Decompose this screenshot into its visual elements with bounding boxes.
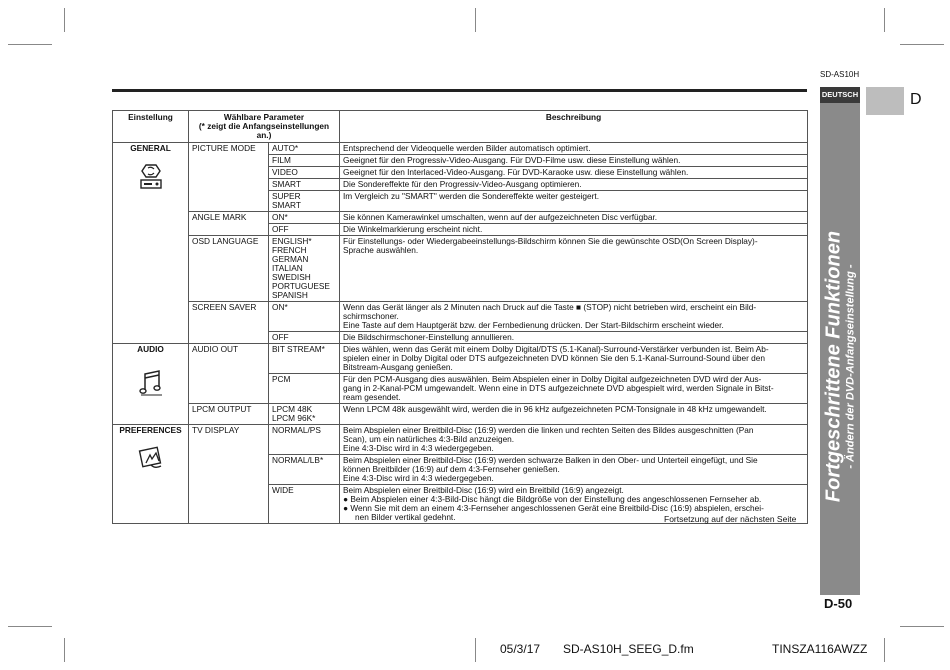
footer-date: 05/3/17	[500, 642, 541, 656]
param-line: LPCM 48K	[272, 404, 313, 414]
category-general	[113, 143, 189, 344]
param-film: FILM	[269, 155, 340, 167]
table-row	[113, 404, 808, 425]
param-osd-languages	[269, 236, 340, 302]
desc-line: schirmschoner.	[343, 311, 399, 321]
param-auto: AUTO*	[269, 143, 340, 155]
category-label: GENERAL	[130, 143, 171, 153]
page-number: D-50	[824, 596, 853, 611]
crop-mark	[884, 638, 885, 662]
sidebar-title-main: Fortgeschrittene Funktionen	[822, 230, 845, 503]
bullet-line: nen Bilder vertikal gedehnt.	[355, 512, 456, 522]
param-line: LPCM 96K*	[272, 413, 316, 423]
desc-line: Eine Taste auf dem Hauptgerät bzw. der Fernbedienung drücken. Der Start-Bildschirm erscheint wieder.	[343, 320, 724, 330]
item-screen-saver: SCREEN SAVER	[189, 302, 269, 344]
model-label: SD-AS10H	[820, 70, 860, 79]
table-row	[113, 425, 808, 455]
item-osd-language: OSD LANGUAGE	[189, 236, 269, 302]
desc-angle-on: Sie können Kamerawinkel umschalten, wenn auf der aufgezeichneten Disc verfügbar.	[340, 212, 808, 224]
section-sidebar	[820, 87, 860, 595]
desc-film: Geeignet für den Progressiv-Video-Ausgang. Für DVD-Filme usw. diese Einstellung wählen.	[340, 155, 808, 167]
bullet-line: ● Beim Abspielen einer 4:3-Bild-Disc hängt die Bildgröße von der Einstellung des angeschlossenen Fernseher ab.	[343, 494, 762, 504]
sidebar-subtitle: - Ändern der DVD-Anfangseinstellung -	[844, 264, 857, 469]
param-smart: SMART	[269, 179, 340, 191]
category-audio	[113, 344, 189, 425]
category-preferences	[113, 425, 189, 524]
crop-mark	[64, 638, 65, 662]
header-params	[189, 111, 340, 143]
header-params-line1: Wählbare Parameter	[223, 112, 305, 122]
param-normal-lb: NORMAL/LB*	[269, 455, 340, 485]
desc-line: Beim Abspielen einer Breitbild-Disc (16:9) werden schwarze Balken in den Ober- und Unterteil eingefügt, und Sie	[343, 455, 758, 465]
desc-line: Für den PCM-Ausgang dies auswählen. Beim Abspielen einer in Dolby Digital aufgezeichneten DVD wird der Aus-	[343, 374, 762, 384]
desc-lpcm: Wenn LPCM 48k ausgewählt wird, werden die in 96 kHz aufgezeichneten PCM-Tonsignale in 48 kHz umgewandelt.	[340, 404, 808, 425]
table-row	[113, 212, 808, 224]
desc-normal-ps	[340, 425, 808, 455]
param-bitstream: BIT STREAM*	[269, 344, 340, 374]
table-row	[113, 302, 808, 332]
desc-bitstream	[340, 344, 808, 374]
desc-ss-on	[340, 302, 808, 332]
desc-smart: Die Sondereffekte für den Progressiv-Video-Ausgang optimieren.	[340, 179, 808, 191]
param-angle-on: ON*	[269, 212, 340, 224]
param-line: PORTUGUESE	[272, 281, 330, 291]
param-line: FRENCH	[272, 245, 307, 255]
display-settings-icon	[138, 161, 164, 193]
header-rule	[112, 89, 807, 92]
desc-line: Beim Abspielen einer Breitbild-Disc (16:9) wird ein Breitbild (16:9) angezeigt.	[343, 485, 624, 495]
crop-mark	[475, 638, 476, 662]
desc-line: Für Einstellungs- oder Wiedergabeeinstellungs-Bildschirm können Sie die gewünschte OSD(On Screen Display)-	[343, 236, 758, 246]
footer-code: TINSZA116AWZZ	[772, 642, 868, 656]
table-row	[113, 344, 808, 374]
param-line: SUPER	[272, 191, 301, 201]
crop-mark	[8, 626, 52, 627]
desc-auto: Entsprechend der Videoquelle werden Bilder automatisch optimiert.	[340, 143, 808, 155]
desc-line: Sprache auswählen.	[343, 245, 419, 255]
desc-line: gang in 2-Kanal-PCM umgewandelt. Wenn eine in DTS aufgezeichnete DVD abgespielt wird, werden Signale in Bitst-	[343, 383, 774, 393]
desc-osd	[340, 236, 808, 302]
desc-line: Eine 4:3-Disc wird in 4:3 wiedergegeben.	[343, 443, 494, 453]
param-super-smart	[269, 191, 340, 212]
preferences-hand-icon	[137, 443, 165, 471]
header-description: Beschreibung	[340, 111, 808, 143]
param-line: GERMAN	[272, 254, 309, 264]
thumb-tab	[866, 87, 904, 115]
item-lpcm-output: LPCM OUTPUT	[189, 404, 269, 425]
desc-line: ream gesendet.	[343, 392, 401, 402]
crop-mark	[884, 8, 885, 32]
param-pcm: PCM	[269, 374, 340, 404]
settings-table	[112, 110, 808, 344]
param-ss-on: ON*	[269, 302, 340, 332]
section-letter: D	[910, 91, 922, 108]
param-angle-off: OFF	[269, 224, 340, 236]
param-line: SPANISH	[272, 290, 308, 300]
category-label: PREFERENCES	[119, 425, 182, 435]
param-line: ENGLISH*	[272, 236, 312, 246]
crop-mark	[64, 8, 65, 32]
desc-ss-off: Die Bildschirmschoner-Einstellung annullieren.	[340, 332, 808, 344]
desc-line: Dies wählen, wenn das Gerät mit einem Dolby Digital/DTS (5.1-Kanal)-Surround-Verstärker verbunden ist. Beim Ab-	[343, 344, 769, 354]
param-lpcm	[269, 404, 340, 425]
crop-mark	[8, 44, 52, 45]
param-normal-ps: NORMAL/PS	[269, 425, 340, 455]
bullet-line: ● Wenn Sie mit dem an einem 4:3-Fernseher angeschlossenen Gerät eine Breitbild-Disc (16:9) abspielen, erschei-	[343, 503, 764, 513]
table-row	[113, 236, 808, 302]
continuation-note: Fortsetzung auf der nächsten Seite	[664, 514, 797, 524]
sidebar-title	[823, 125, 858, 609]
item-picture-mode: PICTURE MODE	[189, 143, 269, 212]
param-line: ITALIAN	[272, 263, 303, 273]
param-ss-off: OFF	[269, 332, 340, 344]
param-line: SMART	[272, 200, 301, 210]
crop-mark	[900, 626, 944, 627]
desc-normal-lb	[340, 455, 808, 485]
header-params-line2: (* zeigt die Anfangseinstellungen an.)	[198, 121, 330, 140]
header-setting: Einstellung	[113, 111, 189, 143]
crop-mark	[475, 8, 476, 32]
desc-line: Beim Abspielen einer Breitbild-Disc (16:9) werden die linken und rechten Seiten des Bildes ausgeschnitten (Pan	[343, 425, 754, 435]
settings-table-continued	[112, 343, 808, 524]
item-tv-display: TV DISPLAY	[189, 425, 269, 524]
desc-video: Geeignet für den Interlaced-Video-Ausgang. Für DVD-Karaoke usw. diese Einstellung wählen.	[340, 167, 808, 179]
item-angle-mark: ANGLE MARK	[189, 212, 269, 236]
desc-angle-off: Die Winkelmarkierung erscheint nicht.	[340, 224, 808, 236]
desc-line: Eine 4:3-Disc wird in 4:3 wiedergegeben.	[343, 473, 494, 483]
param-wide: WIDE	[269, 485, 340, 524]
desc-line: spielen einer in Dolby Digital oder DTS aufgezeichneten DVD können Sie den 5.1-Kanal-Surround-Sound über den	[343, 353, 766, 363]
music-notes-icon	[138, 368, 164, 398]
desc-pcm	[340, 374, 808, 404]
table-header-row	[113, 111, 808, 143]
footer-file: SD-AS10H_SEEG_D.fm	[563, 642, 694, 656]
language-tab: DEUTSCH	[820, 87, 860, 103]
desc-super-smart: Im Vergleich zu "SMART" werden die Sondereffekte weiter gesteigert.	[340, 191, 808, 212]
param-line: SWEDISH	[272, 272, 311, 282]
desc-line: können Breitbilder (16:9) auf dem 4:3-Fernseher genießen.	[343, 464, 560, 474]
category-label: AUDIO	[137, 344, 164, 354]
desc-line: Bitstream-Ausgang genießen.	[343, 362, 453, 372]
item-audio-out: AUDIO OUT	[189, 344, 269, 404]
table-row	[113, 143, 808, 155]
desc-line: Scan), um ein natürliches 4:3-Bild anzuzeigen.	[343, 434, 515, 444]
desc-line: Wenn das Gerät länger als 2 Minuten nach Druck auf die Taste ■ (STOP) nicht betrieben wird, erscheint ein Bild-	[343, 302, 757, 312]
crop-mark	[900, 44, 944, 45]
param-video: VIDEO	[269, 167, 340, 179]
